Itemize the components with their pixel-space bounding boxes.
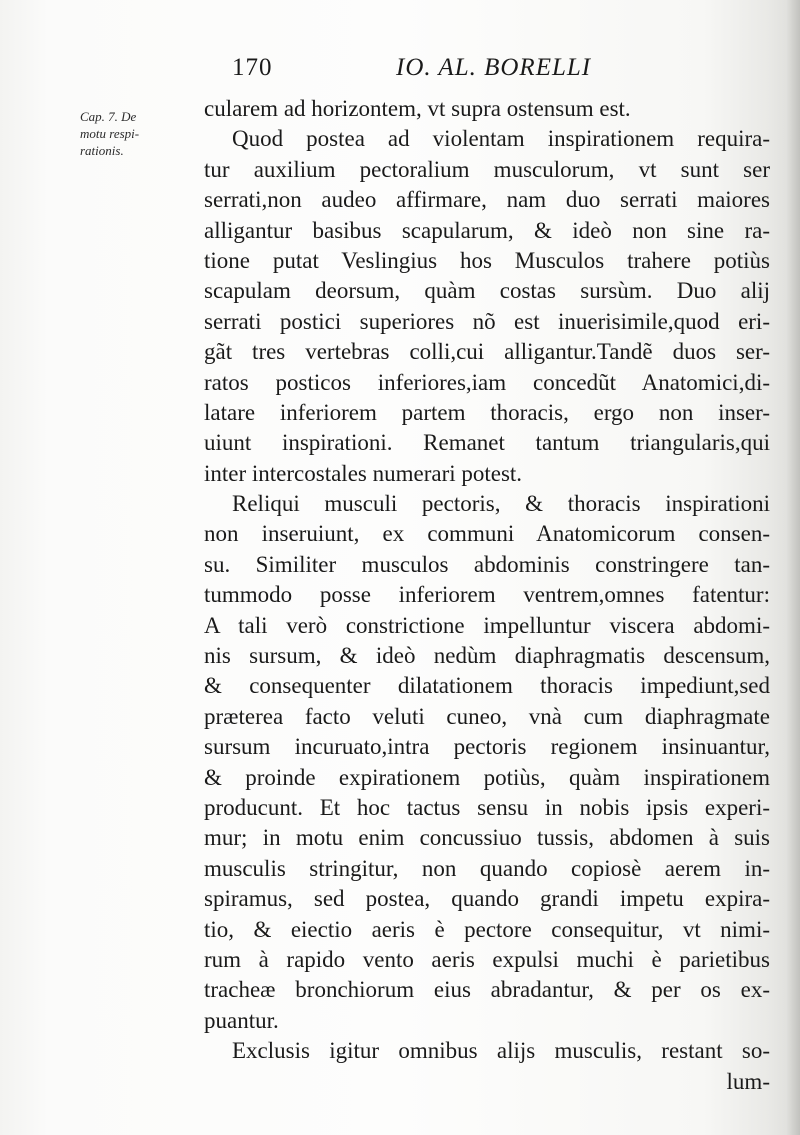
text-line: uiunt inspirationi. Remanet tantum triangularis,qui [204,430,770,456]
marginal-note-line: rationis. [80,143,124,158]
text-line: ratos posticos inferiores,iam concedũt Anatomici,di- [204,369,770,395]
text-line: inter intercostales numerari potest. [204,460,523,486]
paragraph-start-line: Quod postea ad violentam inspirationem requira- [232,126,770,152]
text-line: spiramus, sed postea, quando grandi impetu expira- [204,886,770,912]
paragraph-start-line: Reliqui musculi pectoris, & thoracis inspirationi [232,491,770,517]
text-line: alligantur basibus scapularum, & ideò non sine ra- [204,217,770,243]
text-line: cularem ad horizontem, vt supra ostensum est. [204,96,631,121]
page-number: 170 [232,54,273,81]
text-line: producunt. Et hoc tactus sensu in nobis ipsis experi- [204,794,770,820]
text-line: & proinde expirationem potiùs, quàm inspirationem [204,764,770,790]
text-line: su. Similiter musculos abdominis constringere tan- [204,551,770,577]
body-text [204,94,770,1097]
marginal-note-line: motu respi- [80,126,140,141]
text-line: rum à rapido vento aeris expulsi muchi è parietibus [204,946,770,972]
text-line: scapulam deorsum, quàm costas sursùm. Duo alij [204,278,770,304]
text-line: præterea facto veluti cuneo, vnà cum diaphragmate [204,703,770,729]
text-line: puantur. [204,1007,279,1033]
text-line: tione putat Veslingius hos Musculos trahere potiùs [204,247,770,273]
text-line: gãt tres vertebras colli,cui alligantur.Tandẽ duos ser- [204,339,770,365]
text-line: serrati postici superiores nõ est inuerisimile,quod eri- [204,308,770,334]
text-line: nis sursum, & ideò nedùm diaphragmatis descensum, [204,643,770,669]
gutter-shadow [786,0,800,1135]
text-line: tur auxilium pectoralium musculorum, vt sunt ser [204,156,770,182]
running-head [232,54,632,88]
text-line: musculis stringitur, non quando copiosè aerem in- [204,855,770,881]
catchword: lum- [726,1068,770,1094]
text-line: latare inferiorem partem thoracis, ergo non inser- [204,399,770,425]
marginal-note [80,108,190,159]
marginal-note-line: Cap. 7. De [80,109,137,124]
text-line: sursum incuruato,intra pectoris regionem insinuantur, [204,734,770,760]
text-line: tracheæ bronchiorum eius abradantur, & per os ex- [204,977,770,1003]
text-line: non inseruiunt, ex communi Anatomicorum consen- [204,521,770,547]
text-line: tio, & eiectio aeris è pectore consequitur, vt nimi- [204,916,770,942]
running-title: IO. AL. BORELLI [396,54,592,81]
text-line: mur; in motu enim concussiuo tussis, abdomen à suis [204,825,770,851]
text-line: tummodo posse inferiorem ventrem,omnes fatentur: [204,582,770,608]
text-line: & consequenter dilatationem thoracis impediunt,sed [204,673,770,699]
paragraph-start-line: Exclusis igitur omnibus alijs musculis, restant so- [232,1038,770,1064]
text-line: serrati,non audeo affirmare, nam duo serrati maiores [204,187,770,213]
text-line: A tali verò constrictione impelluntur viscera abdomi- [204,612,770,638]
